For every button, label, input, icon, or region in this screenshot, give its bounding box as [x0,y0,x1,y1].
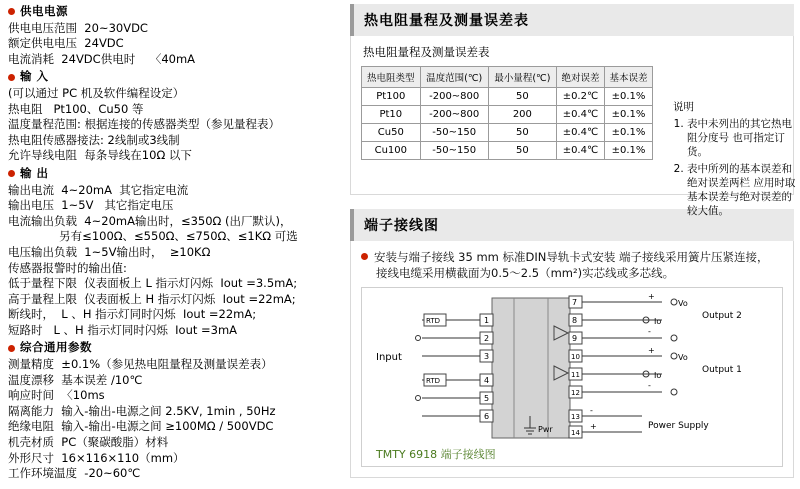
cell: Pt10 [362,106,421,124]
sign-plus: + [648,292,655,301]
terminal-number: 4 [484,376,490,385]
input-label: Input [376,352,402,363]
table-notes [673,100,800,221]
spec-line: 测量精度 ±0.1%（参见热电阻量程及测量误差表） [8,357,273,372]
cell: ±0.1% [604,142,652,160]
terminal-panel [350,209,794,478]
bullet-icon [361,253,368,260]
power-supply-label: Power Supply [648,421,709,431]
sign-minus: - [648,327,651,336]
spec-line: 工作环境温度 -20~60℃ [8,466,141,481]
lead-line: 安装与端子接线 35 mm 标准DIN导轨卡式安装 端子接线采用簧片压紧连接， [374,250,769,264]
cell: Cu50 [362,124,421,142]
cell: ±0.1% [604,124,652,142]
spec-line: 绝缘电阻 输入-输出-电源之间 ≥100MΩ / 500VDC [8,419,274,434]
spec-line: 响应时间 〈10ms [8,388,105,403]
spec-line: 电流消耗 24VDC供电时 〈40mA [8,51,196,66]
section-heading: 输 入 [8,69,338,85]
spec-line: 外形尺寸 16×116×110（mm） [8,450,185,465]
table-row [362,88,653,106]
col-header-type: 热电阻类型 [362,67,421,88]
terminal-number: 10 [571,353,580,361]
cell: ±0.1% [604,88,652,106]
cell: -200~800 [420,106,488,124]
cell: 50 [488,142,556,160]
terminal-lead [361,249,783,281]
sign-plus: + [648,346,655,355]
spec-line: 断线时， L 、H 指示灯同时闪烁 Iout =22mA; [8,307,257,322]
current-out-label: Io [654,317,662,326]
cell: ±0.1% [604,106,652,124]
right-column [350,4,794,478]
spec-line: 传感器报警时的输出值: [8,260,127,275]
left-spec-column [8,4,338,484]
table-row [362,106,653,124]
section-heading: 供电电源 [8,4,338,20]
voltage-out-label: Vo [678,353,688,362]
table-caption: 热电阻量程及测量误差表 [363,45,490,59]
terminal-number: 1 [484,316,490,325]
notes-title: 说明 [673,101,694,113]
pwr-label: Pwr [538,425,553,434]
spec-line: 另有≤100Ω、≤550Ω、≤750Ω、≤1KΩ 可选 [8,229,298,244]
cell: -200~800 [420,88,488,106]
col-header-range: 温度范围(℃) [420,67,488,88]
rtd-label: RTD [426,377,441,385]
terminal-number: 2 [484,334,490,343]
terminal-number: 5 [484,394,490,403]
col-header-baseerr: 基本误差 [604,67,652,88]
cell: ±0.4℃ [556,124,604,142]
cell: -50~150 [420,124,488,142]
resistance-table [361,66,653,160]
terminal-number: 8 [572,316,578,325]
sign-minus: - [648,381,651,390]
terminal-number: 12 [571,389,580,397]
terminal-lead-text [374,249,769,281]
resistance-panel-body [350,36,796,217]
spec-section-output [8,166,338,339]
output-2-label: Output 2 [702,311,742,321]
cell: Pt100 [362,88,421,106]
cell: Cu100 [362,142,421,160]
diagram-caption: TMTY 6918 端子接线图 [376,448,496,461]
terminal-number: 9 [572,334,578,343]
terminal-number: 6 [484,412,490,421]
terminal-wiring-diagram [361,287,783,467]
table-row [362,142,653,160]
terminal-number: 7 [572,298,578,307]
spec-line: 电流输出负载 4~20mA输出时，≤350Ω (出厂默认)， [8,213,292,228]
resistance-panel [350,4,796,217]
spec-line: 供电电压范围 20~30VDC [8,20,148,35]
spec-line: 热电阻 Pt100、Cu50 等 [8,101,144,116]
spec-line: 温度漂移 基本误差 /10℃ [8,372,143,387]
note-item: 1. 表中未列出的其它热电阻分度号 也可指定订货。 [687,117,800,159]
spec-line: 低于量程下限 仪表面板上 L 指示灯闪烁 Iout =3.5mA; [8,276,298,291]
sign-plus: + [590,422,597,431]
spec-line: 允许导线电阻 每条导线在10Ω 以下 [8,148,192,163]
spec-line: 热电阻传感器接法: 2线制或3线制 [8,132,180,147]
cell: ±0.4℃ [556,106,604,124]
spec-section-input [8,69,338,164]
spec-section-power [8,4,338,67]
terminal-panel-body [350,241,794,478]
spec-line: 电压输出负载 1~5V输出时， ≥10KΩ [8,244,211,259]
lead-line: 接线电缆采用横截面为0.5～2.5（mm²)实芯线或多芯线。 [376,266,675,280]
bullet-icon [8,8,15,15]
spec-line: 隔离能力 输入-输出-电源之间 2.5KV, 1min , 50Hz [8,403,276,418]
spec-line: 输出电流 4~20mA 其它指定电流 [8,182,189,197]
cell: 50 [488,124,556,142]
terminal-number: 14 [571,429,580,437]
note-item: 2. 表中所列的基本误差和绝对误差两栏 应用时取基本误差与绝对误差的较大值。 [687,162,800,218]
cell: 50 [488,88,556,106]
wiring-svg [362,288,782,448]
table-header-row [362,67,653,88]
spec-section-general [8,340,338,481]
col-header-minspan: 最小量程(℃) [488,67,556,88]
spec-line: 高于量程上限 仪表面板上 H 指示灯闪烁 Iout =22mA; [8,291,296,306]
terminal-number: 3 [484,352,490,361]
spec-line: 额定供电电压 24VDC [8,36,124,51]
cell: ±0.4℃ [556,142,604,160]
output-1-label: Output 1 [702,365,742,375]
bullet-icon [8,74,15,81]
spec-line: 输出电压 1~5V 其它指定电压 [8,198,174,213]
sign-minus: - [590,406,593,415]
table-row [362,124,653,142]
col-header-abserr: 绝对误差 [556,67,604,88]
panel-title-terminal: 端子接线图 [350,209,794,241]
cell: ±0.2℃ [556,88,604,106]
bullet-icon [8,170,15,177]
bullet-icon [8,345,15,352]
panel-title-resistance: 热电阻量程及测量误差表 [350,4,794,36]
cell: -50~150 [420,142,488,160]
spec-line: 短路时 L 、H 指示灯同时闪烁 Iout =3mA [8,322,238,337]
section-heading: 综合通用参数 [8,340,338,356]
cell: 200 [488,106,556,124]
spec-line: (可以通过 PC 机及软件编程设定） [8,85,185,100]
spec-line: 温度量程范围: 根据连接的传感器类型（参见量程表） [8,117,281,132]
rtd-label: RTD [426,317,441,325]
voltage-out-label: Vo [678,299,688,308]
section-heading: 输 出 [8,166,338,182]
current-out-label: Io [654,371,662,380]
terminal-number: 11 [571,371,580,379]
spec-line: 机壳材质 PC（聚碳酸脂）材料 [8,435,169,450]
terminal-number: 13 [571,413,580,421]
